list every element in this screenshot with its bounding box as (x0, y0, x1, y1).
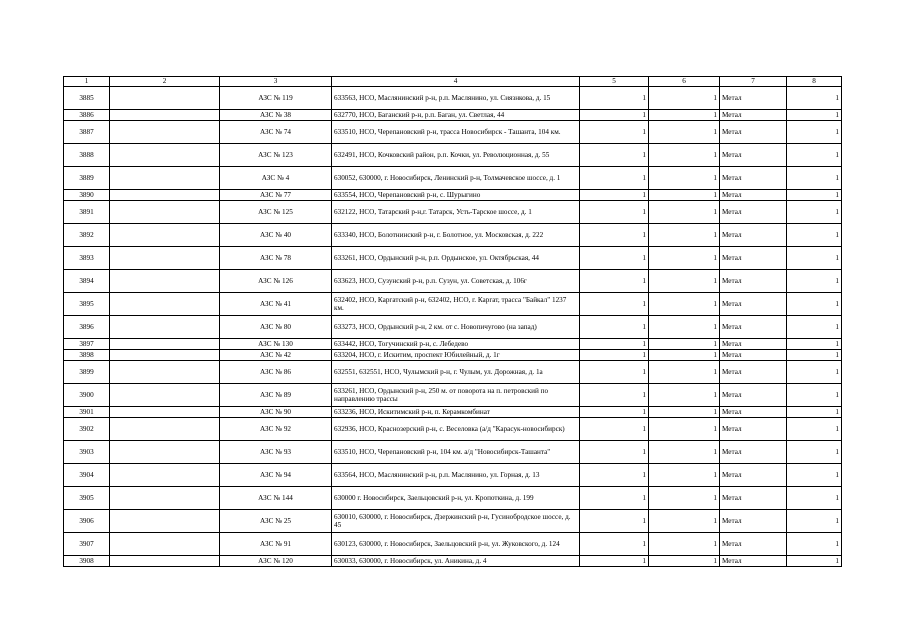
empty-cell (110, 293, 220, 316)
column-header: 1 (64, 77, 110, 87)
material-cell: Метал (720, 110, 787, 121)
empty-cell (110, 339, 220, 350)
station-name-cell: АЗС № 38 (220, 110, 332, 121)
quantity-cell: 1 (787, 87, 842, 110)
quantity-cell: 1 (649, 121, 720, 144)
material-cell: Метал (720, 510, 787, 533)
quantity-cell: 1 (787, 464, 842, 487)
address-cell: 630052, 630000, г. Новосибирск, Ленинский р-н, Толмачевское шоссе, д. 1 (332, 167, 580, 190)
table-row (64, 293, 842, 316)
row-number-cell: 3892 (64, 224, 110, 247)
empty-cell (110, 556, 220, 567)
row-number-cell: 3902 (64, 418, 110, 441)
column-header: 7 (720, 77, 787, 87)
table-row (64, 339, 842, 350)
quantity-cell: 1 (580, 167, 649, 190)
row-number-cell: 3905 (64, 487, 110, 510)
material-cell: Метал (720, 361, 787, 384)
quantity-cell: 1 (649, 224, 720, 247)
empty-cell (110, 316, 220, 339)
quantity-cell: 1 (649, 407, 720, 418)
empty-cell (110, 487, 220, 510)
quantity-cell: 1 (787, 270, 842, 293)
address-cell: 630010, 630000, г. Новосибирск, Дзержинский р-н, Гусинобродское шоссе, д. 45 (332, 510, 580, 533)
address-cell: 630123, 630000, г. Новосибирск, Заельцовский р-н, ул. Жуковского, д. 124 (332, 533, 580, 556)
table-row (64, 190, 842, 201)
table-row (64, 270, 842, 293)
address-cell: 630000 г. Новосибирск, Заельцовский р-н, ул. Кропоткина, д. 199 (332, 487, 580, 510)
station-name-cell: АЗС № 41 (220, 293, 332, 316)
material-cell: Метал (720, 201, 787, 224)
quantity-cell: 1 (580, 361, 649, 384)
quantity-cell: 1 (649, 167, 720, 190)
empty-cell (110, 110, 220, 121)
quantity-cell: 1 (787, 441, 842, 464)
table-row (64, 556, 842, 567)
quantity-cell: 1 (787, 121, 842, 144)
quantity-cell: 1 (580, 87, 649, 110)
material-cell: Метал (720, 407, 787, 418)
material-cell: Метал (720, 247, 787, 270)
quantity-cell: 1 (649, 144, 720, 167)
empty-cell (110, 464, 220, 487)
material-cell: Метал (720, 487, 787, 510)
quantity-cell: 1 (580, 556, 649, 567)
quantity-cell: 1 (787, 190, 842, 201)
station-name-cell: АЗС № 90 (220, 407, 332, 418)
empty-cell (110, 87, 220, 110)
quantity-cell: 1 (580, 121, 649, 144)
empty-cell (110, 441, 220, 464)
quantity-cell: 1 (580, 316, 649, 339)
row-number-cell: 3898 (64, 350, 110, 361)
quantity-cell: 1 (787, 201, 842, 224)
row-number-cell: 3895 (64, 293, 110, 316)
quantity-cell: 1 (787, 384, 842, 407)
row-number-cell: 3901 (64, 407, 110, 418)
station-name-cell: АЗС № 40 (220, 224, 332, 247)
quantity-cell: 1 (649, 487, 720, 510)
material-cell: Метал (720, 293, 787, 316)
row-number-cell: 3907 (64, 533, 110, 556)
station-name-cell: АЗС № 80 (220, 316, 332, 339)
empty-cell (110, 407, 220, 418)
quantity-cell: 1 (649, 384, 720, 407)
address-cell: 632491, НСО, Кочковский район, р.п. Кочки, ул. Революционная, д. 55 (332, 144, 580, 167)
material-cell: Метал (720, 167, 787, 190)
empty-cell (110, 270, 220, 293)
quantity-cell: 1 (580, 144, 649, 167)
table-row (64, 350, 842, 361)
quantity-cell: 1 (787, 167, 842, 190)
empty-cell (110, 510, 220, 533)
quantity-cell: 1 (787, 110, 842, 121)
station-name-cell: АЗС № 119 (220, 87, 332, 110)
table-row (64, 110, 842, 121)
header-row (64, 77, 842, 87)
row-number-cell: 3897 (64, 339, 110, 350)
table-row (64, 144, 842, 167)
address-cell: 633564, НСО, Маслянинский р-н, р.п. Маслянино, ул. Горная, д. 13 (332, 464, 580, 487)
address-cell: 632770, НСО, Баганский р-н, р.п. Баган, ул. Светлая, 44 (332, 110, 580, 121)
quantity-cell: 1 (787, 407, 842, 418)
quantity-cell: 1 (787, 224, 842, 247)
station-name-cell: АЗС № 74 (220, 121, 332, 144)
row-number-cell: 3887 (64, 121, 110, 144)
table-row (64, 441, 842, 464)
empty-cell (110, 167, 220, 190)
quantity-cell: 1 (649, 361, 720, 384)
station-name-cell: АЗС № 25 (220, 510, 332, 533)
quantity-cell: 1 (649, 247, 720, 270)
data-table (63, 76, 842, 567)
station-name-cell: АЗС № 123 (220, 144, 332, 167)
empty-cell (110, 361, 220, 384)
quantity-cell: 1 (649, 270, 720, 293)
column-header: 6 (649, 77, 720, 87)
table-row (64, 487, 842, 510)
column-header: 3 (220, 77, 332, 87)
quantity-cell: 1 (649, 110, 720, 121)
station-name-cell: АЗС № 77 (220, 190, 332, 201)
quantity-cell: 1 (580, 441, 649, 464)
address-cell: 632402, НСО, Каргатский р-н, 632402, НСО, г. Каргат, трасса "Байкал" 1237 км. (332, 293, 580, 316)
material-cell: Метал (720, 418, 787, 441)
address-cell: 633563, НСО, Маслянинский р-н, р.п. Маслянино, ул. Сиязнкова, д. 15 (332, 87, 580, 110)
address-cell: 632122, НСО, Татарский р-н,г. Татарск, Усть-Тарское шоссе, д. 1 (332, 201, 580, 224)
material-cell: Метал (720, 87, 787, 110)
quantity-cell: 1 (580, 190, 649, 201)
row-number-cell: 3900 (64, 384, 110, 407)
row-number-cell: 3906 (64, 510, 110, 533)
address-cell: 633204, НСО, г. Искитим, проспект Юбилейный, д. 1г (332, 350, 580, 361)
row-number-cell: 3896 (64, 316, 110, 339)
address-cell: 633510, НСО, Черепановский р-н, трасса Новосибирск - Ташанта, 104 км. (332, 121, 580, 144)
empty-cell (110, 418, 220, 441)
material-cell: Метал (720, 190, 787, 201)
station-name-cell: АЗС № 94 (220, 464, 332, 487)
material-cell: Метал (720, 144, 787, 167)
quantity-cell: 1 (649, 190, 720, 201)
column-header: 2 (110, 77, 220, 87)
column-header: 8 (787, 77, 842, 87)
quantity-cell: 1 (787, 533, 842, 556)
address-cell: 633623, НСО, Сузунский р-н, р.п. Сузун, ул. Советская, д. 106г (332, 270, 580, 293)
quantity-cell: 1 (649, 350, 720, 361)
address-cell: 633442, НСО, Тогучинский р-н, с. Лебедево (332, 339, 580, 350)
quantity-cell: 1 (649, 510, 720, 533)
material-cell: Метал (720, 441, 787, 464)
address-cell: 633261, НСО, Ордынский р-н, 250 м. от поворота на п. петровский по направлению трассы (332, 384, 580, 407)
table-row (64, 316, 842, 339)
quantity-cell: 1 (787, 316, 842, 339)
station-name-cell: АЗС № 89 (220, 384, 332, 407)
quantity-cell: 1 (649, 339, 720, 350)
material-cell: Метал (720, 316, 787, 339)
station-name-cell: АЗС № 120 (220, 556, 332, 567)
empty-cell (110, 350, 220, 361)
row-number-cell: 3886 (64, 110, 110, 121)
quantity-cell: 1 (787, 510, 842, 533)
station-name-cell: АЗС № 91 (220, 533, 332, 556)
quantity-cell: 1 (649, 293, 720, 316)
address-cell: 633261, НСО, Ордынский р-н, р.п. Ордынское, ул. Октябрьская, 44 (332, 247, 580, 270)
quantity-cell: 1 (787, 293, 842, 316)
address-cell: 633554, НСО, Черепановский р-н, с. Шурыгино (332, 190, 580, 201)
quantity-cell: 1 (649, 418, 720, 441)
material-cell: Метал (720, 224, 787, 247)
empty-cell (110, 121, 220, 144)
table-row (64, 533, 842, 556)
quantity-cell: 1 (787, 144, 842, 167)
station-name-cell: АЗС № 130 (220, 339, 332, 350)
quantity-cell: 1 (580, 407, 649, 418)
table-row (64, 121, 842, 144)
address-cell: 630033, 630000, г. Новосибирск, ул. Аникина, д. 4 (332, 556, 580, 567)
quantity-cell: 1 (580, 384, 649, 407)
address-cell: 633340, НСО, Болотнинский р-н, г. Болотное, ул. Московская, д. 222 (332, 224, 580, 247)
material-cell: Метал (720, 384, 787, 407)
address-cell: 633236, НСО, Искитимский р-н, п. Керамкомбинат (332, 407, 580, 418)
empty-cell (110, 384, 220, 407)
row-number-cell: 3889 (64, 167, 110, 190)
station-name-cell: АЗС № 42 (220, 350, 332, 361)
quantity-cell: 1 (580, 339, 649, 350)
empty-cell (110, 533, 220, 556)
empty-cell (110, 224, 220, 247)
station-name-cell: АЗС № 4 (220, 167, 332, 190)
empty-cell (110, 247, 220, 270)
table-row (64, 201, 842, 224)
row-number-cell: 3903 (64, 441, 110, 464)
material-cell: Метал (720, 533, 787, 556)
empty-cell (110, 190, 220, 201)
row-number-cell: 3908 (64, 556, 110, 567)
address-cell: 632551, 632551, НСО, Чулымский р-н, г. Чулым, ул. Дорожная, д. 1а (332, 361, 580, 384)
address-cell: 632936, НСО, Краснозерский р-н, с. Веселовка (а/д "Карасук-новосибирск) (332, 418, 580, 441)
station-name-cell: АЗС № 92 (220, 418, 332, 441)
table-row (64, 87, 842, 110)
quantity-cell: 1 (580, 418, 649, 441)
station-name-cell: АЗС № 93 (220, 441, 332, 464)
quantity-cell: 1 (787, 418, 842, 441)
row-number-cell: 3894 (64, 270, 110, 293)
table-row (64, 224, 842, 247)
quantity-cell: 1 (580, 110, 649, 121)
row-number-cell: 3888 (64, 144, 110, 167)
table-row (64, 247, 842, 270)
quantity-cell: 1 (580, 350, 649, 361)
material-cell: Метал (720, 121, 787, 144)
quantity-cell: 1 (649, 556, 720, 567)
table-row (64, 464, 842, 487)
address-cell: 633510, НСО, Черепановский р-н, 104 км. а/д "Новосибирск-Ташанта" (332, 441, 580, 464)
table-row (64, 407, 842, 418)
quantity-cell: 1 (787, 487, 842, 510)
station-name-cell: АЗС № 86 (220, 361, 332, 384)
column-header: 5 (580, 77, 649, 87)
material-cell: Метал (720, 270, 787, 293)
table-row (64, 384, 842, 407)
quantity-cell: 1 (649, 464, 720, 487)
quantity-cell: 1 (580, 533, 649, 556)
row-number-cell: 3904 (64, 464, 110, 487)
quantity-cell: 1 (580, 224, 649, 247)
address-cell: 633273, НСО, Ордынский р-н, 2 км. от с. Новопичугово (на запад) (332, 316, 580, 339)
quantity-cell: 1 (787, 247, 842, 270)
row-number-cell: 3885 (64, 87, 110, 110)
column-header: 4 (332, 77, 580, 87)
material-cell: Метал (720, 556, 787, 567)
quantity-cell: 1 (787, 350, 842, 361)
station-name-cell: АЗС № 144 (220, 487, 332, 510)
empty-cell (110, 144, 220, 167)
quantity-cell: 1 (580, 464, 649, 487)
quantity-cell: 1 (580, 510, 649, 533)
quantity-cell: 1 (580, 247, 649, 270)
quantity-cell: 1 (580, 201, 649, 224)
quantity-cell: 1 (580, 270, 649, 293)
station-name-cell: АЗС № 78 (220, 247, 332, 270)
material-cell: Метал (720, 339, 787, 350)
station-name-cell: АЗС № 126 (220, 270, 332, 293)
quantity-cell: 1 (649, 441, 720, 464)
quantity-cell: 1 (649, 201, 720, 224)
table-row (64, 418, 842, 441)
station-name-cell: АЗС № 125 (220, 201, 332, 224)
quantity-cell: 1 (787, 556, 842, 567)
quantity-cell: 1 (580, 487, 649, 510)
table-row (64, 361, 842, 384)
quantity-cell: 1 (649, 533, 720, 556)
material-cell: Метал (720, 464, 787, 487)
quantity-cell: 1 (787, 339, 842, 350)
row-number-cell: 3893 (64, 247, 110, 270)
quantity-cell: 1 (649, 87, 720, 110)
table-row (64, 167, 842, 190)
table-row (64, 510, 842, 533)
row-number-cell: 3890 (64, 190, 110, 201)
material-cell: Метал (720, 350, 787, 361)
row-number-cell: 3899 (64, 361, 110, 384)
quantity-cell: 1 (580, 293, 649, 316)
quantity-cell: 1 (787, 361, 842, 384)
empty-cell (110, 201, 220, 224)
row-number-cell: 3891 (64, 201, 110, 224)
quantity-cell: 1 (649, 316, 720, 339)
